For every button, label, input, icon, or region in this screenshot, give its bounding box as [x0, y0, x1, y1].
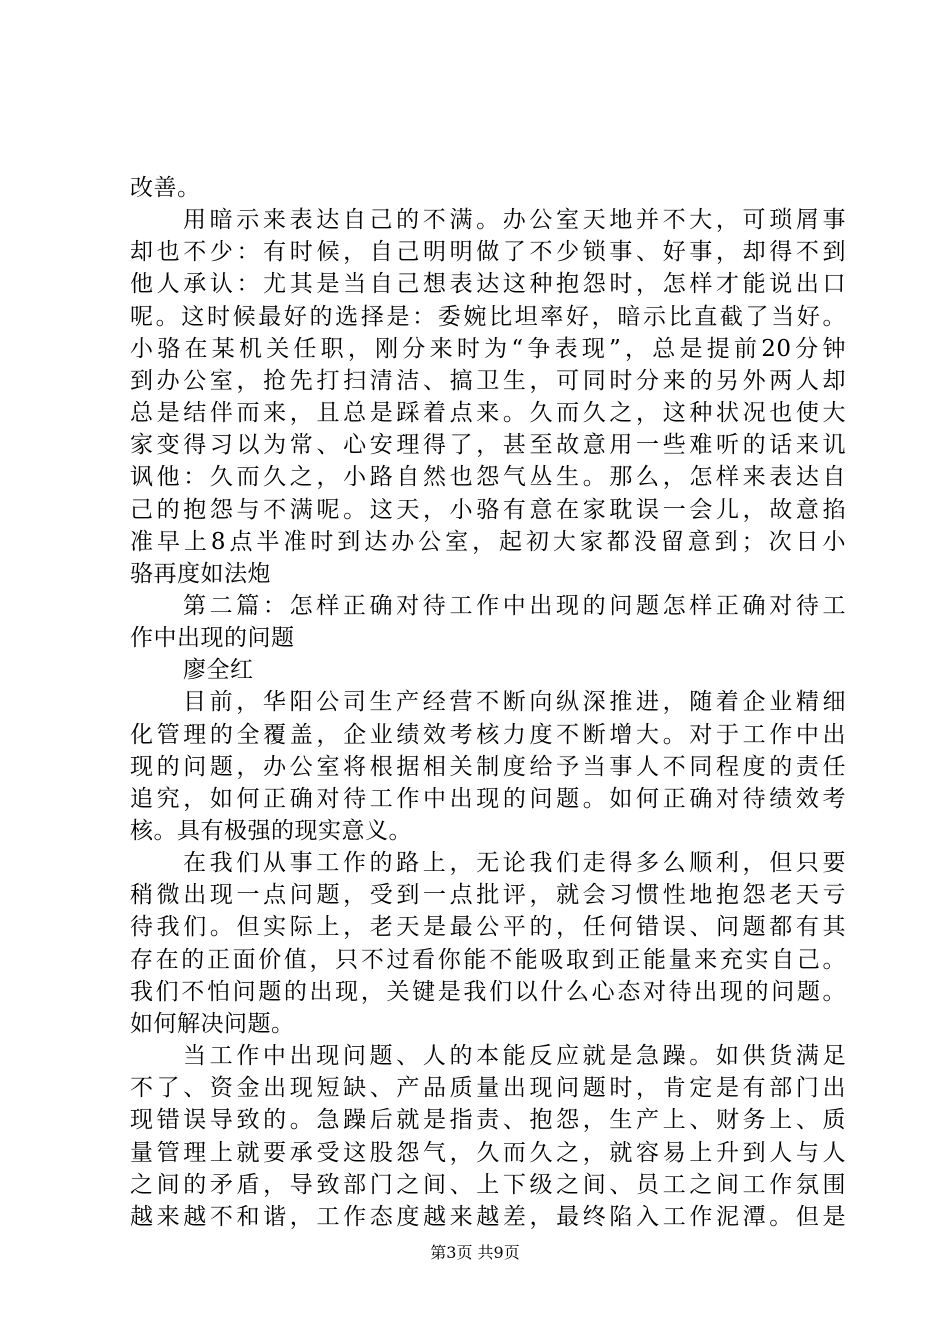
- text-line: 却也不少：有时候，自己明明做了不少锁事、好事，却得不到: [130, 239, 846, 265]
- text-line: 在我们从事工作的路上，无论我们走得多么顺利，但只要: [183, 850, 846, 876]
- text-line: 当工作中出现问题、人的本能反应就是急躁。如供货满足: [183, 1043, 846, 1069]
- text-line: 第二篇：怎样正确对待工作中出现的问题怎样正确对待工: [183, 593, 846, 619]
- text-line: 之间的矛盾，导致部门之间、上下级之间、员工之间工作氛围: [130, 1172, 846, 1198]
- text-line: 化管理的全覆盖，企业绩效考核力度不断增大。对于工作中出: [130, 722, 846, 748]
- text-line: 现错误导致的。急躁后就是指责、抱怨，生产上、财务上、质: [130, 1107, 846, 1133]
- text-line: 作中出现的问题: [130, 625, 295, 651]
- text-line: 准早上8点半准时到达办公室，起初大家都没留意到；次日小: [130, 529, 846, 555]
- text-line: 总是结伴而来，且总是踩着点来。久而久之，这种状况也使大: [130, 400, 846, 426]
- text-line: 小骆在某机关任职，刚分来时为“争表现”，总是提前20分钟: [130, 336, 846, 362]
- text-line: 用暗示来表达自己的不满。办公室天地并不大，可琐屑事: [183, 207, 846, 233]
- text-line: 目前，华阳公司生产经营不断向纵深推进，随着企业精细: [183, 689, 846, 715]
- text-line: 追究，如何正确对待工作中出现的问题。如何正确对待绩效考: [130, 786, 846, 812]
- text-line: 稍微出现一点问题，受到一点批评，就会习惯性地抱怨老天亏: [130, 882, 846, 908]
- text-line: 现的问题，办公室将根据相关制度给予当事人不同程度的责任: [130, 754, 846, 780]
- text-line: 待我们。但实际上，老天是最公平的，任何错误、问题都有其: [130, 914, 846, 940]
- text-line: 己的抱怨与不满呢。这天，小骆有意在家耽误一会儿，故意掐: [130, 497, 846, 523]
- text-line: 家变得习以为常、心安理得了，甚至故意用一些难听的话来讥: [130, 432, 846, 458]
- text-line: 他人承认：尤其是当自己想表达这种抱怨时，怎样才能说出口: [130, 271, 846, 297]
- text-line: 讽他：久而久之，小路自然也怨气丛生。那么，怎样来表达自: [130, 464, 846, 490]
- text-line: 量管理上就要承受这股怨气，久而久之，就容易上升到人与人: [130, 1140, 846, 1166]
- text-line: 核。具有极强的现实意义。: [130, 818, 412, 844]
- text-line: 存在的正面价值，只不过看你能不能吸取到正能量来充实自己。: [130, 947, 846, 973]
- text-line: 不了、资金出现短缺、产品质量出现问题时，肯定是有部门出: [130, 1075, 846, 1101]
- text-line: 如何解决问题。: [130, 1011, 295, 1037]
- text-line: 我们不怕问题的出现，关键是我们以什么心态对待出现的问题。: [130, 979, 846, 1005]
- text-line: 到办公室，抢先打扫清洁、搞卫生，可同时分来的另外两人却: [130, 368, 846, 394]
- text-line: 越来越不和谐，工作态度越来越差，最终陷入工作泥潭。但是: [130, 1204, 846, 1230]
- text-line: 呢。这时候最好的选择是：委婉比坦率好，暗示比直截了当好。: [130, 304, 846, 330]
- text-line: 廖全红: [183, 657, 254, 683]
- text-line: 骆再度如法炮: [130, 561, 271, 587]
- page-footer: 第3页 共9页: [430, 1243, 520, 1262]
- text-line: 改善。: [130, 175, 201, 201]
